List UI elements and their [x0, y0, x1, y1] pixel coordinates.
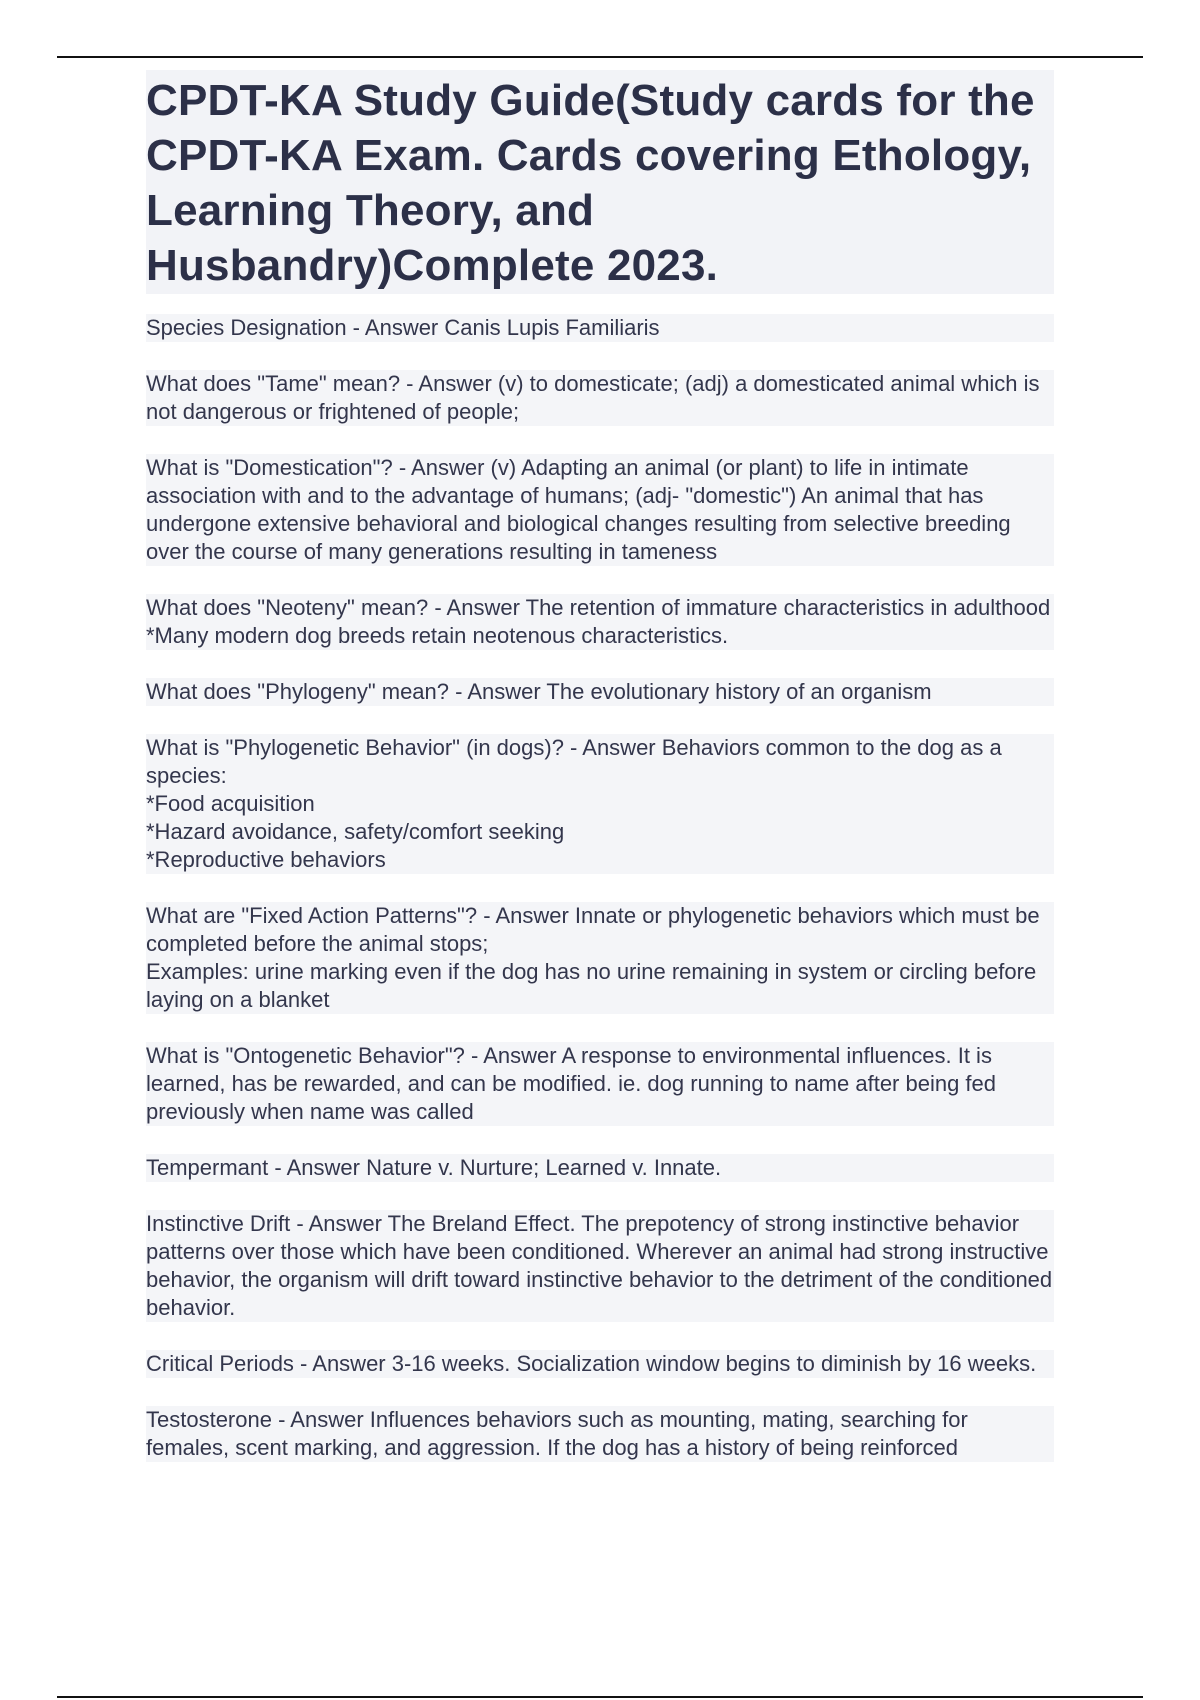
card-extra-line: Examples: urine marking even if the dog has no urine remaining in system or circling before laying on a blanket — [146, 958, 1054, 1014]
card-text: What is "Domestication"? - Answer (v) Adapting an animal (or plant) to life in intimate association with and to the advantage of humans; (adj- "domestic") An animal that has undergone extensive behavioral and biological changes resulting from selective breeding over the course of many generations resulting in tameness — [146, 454, 1054, 566]
study-card — [146, 1042, 1054, 1126]
page-content — [146, 70, 1059, 1490]
study-card — [146, 370, 1054, 426]
document-title: CPDT-KA Study Guide(Study cards for the CPDT-KA Exam. Cards covering Ethology, Learning Theory, and Husbandry)Complete 2023. — [146, 76, 1035, 290]
card-text: Tempermant - Answer Nature v. Nurture; Learned v. Innate. — [146, 1154, 1054, 1182]
card-extra-line: *Food acquisition — [146, 790, 1054, 818]
top-rule — [57, 56, 1143, 58]
card-extra-line: *Many modern dog breeds retain neotenous characteristics. — [146, 622, 1054, 650]
card-text: What does "Neoteny" mean? - Answer The retention of immature characteristics in adulthood — [146, 594, 1054, 622]
study-card — [146, 1154, 1054, 1182]
card-text: Species Designation - Answer Canis Lupis Familiaris — [146, 314, 1054, 342]
study-card — [146, 1210, 1059, 1322]
title-block — [146, 70, 1054, 294]
card-text: What is "Phylogenetic Behavior" (in dogs)? - Answer Behaviors common to the dog as a species: — [146, 734, 1054, 790]
card-text: What is "Ontogenetic Behavior"? - Answer A response to environmental influences. It is learned, has be rewarded, and can be modified. ie. dog running to name after being fed previously when name was called — [146, 1042, 1054, 1126]
study-card — [146, 594, 1054, 650]
card-text: Instinctive Drift - Answer The Breland Effect. The prepotency of strong instinctive behavior patterns over those which have been conditioned. Wherever an animal had strong instructive behavior, the organism will drift toward instinctive behavior to the detriment of the conditioned behavior. — [146, 1211, 1059, 1320]
study-card — [146, 678, 1054, 706]
study-card — [146, 734, 1054, 874]
card-text: What does "Phylogeny" mean? - Answer The evolutionary history of an organism — [146, 678, 1054, 706]
card-text: What does "Tame" mean? - Answer (v) to domesticate; (adj) a domesticated animal which is not dangerous or frightened of people; — [146, 370, 1054, 426]
card-text: What are "Fixed Action Patterns"? - Answer Innate or phylogenetic behaviors which must be completed before the animal stops; — [146, 902, 1054, 958]
card-extra-line: *Hazard avoidance, safety/comfort seeking — [146, 818, 1054, 846]
study-card — [146, 454, 1054, 566]
study-card — [146, 902, 1054, 1014]
study-cards — [146, 314, 1059, 1462]
card-text: Critical Periods - Answer 3-16 weeks. Socialization window begins to diminish by 16 weeks. — [146, 1350, 1054, 1378]
bottom-rule — [57, 1696, 1143, 1698]
study-card — [146, 314, 1054, 342]
card-text: Testosterone - Answer Influences behaviors such as mounting, mating, searching for females, scent marking, and aggression. If the dog has a history of being reinforced — [146, 1406, 1054, 1462]
study-card — [146, 1350, 1054, 1378]
card-extra-line: *Reproductive behaviors — [146, 846, 1054, 874]
study-card — [146, 1406, 1054, 1462]
